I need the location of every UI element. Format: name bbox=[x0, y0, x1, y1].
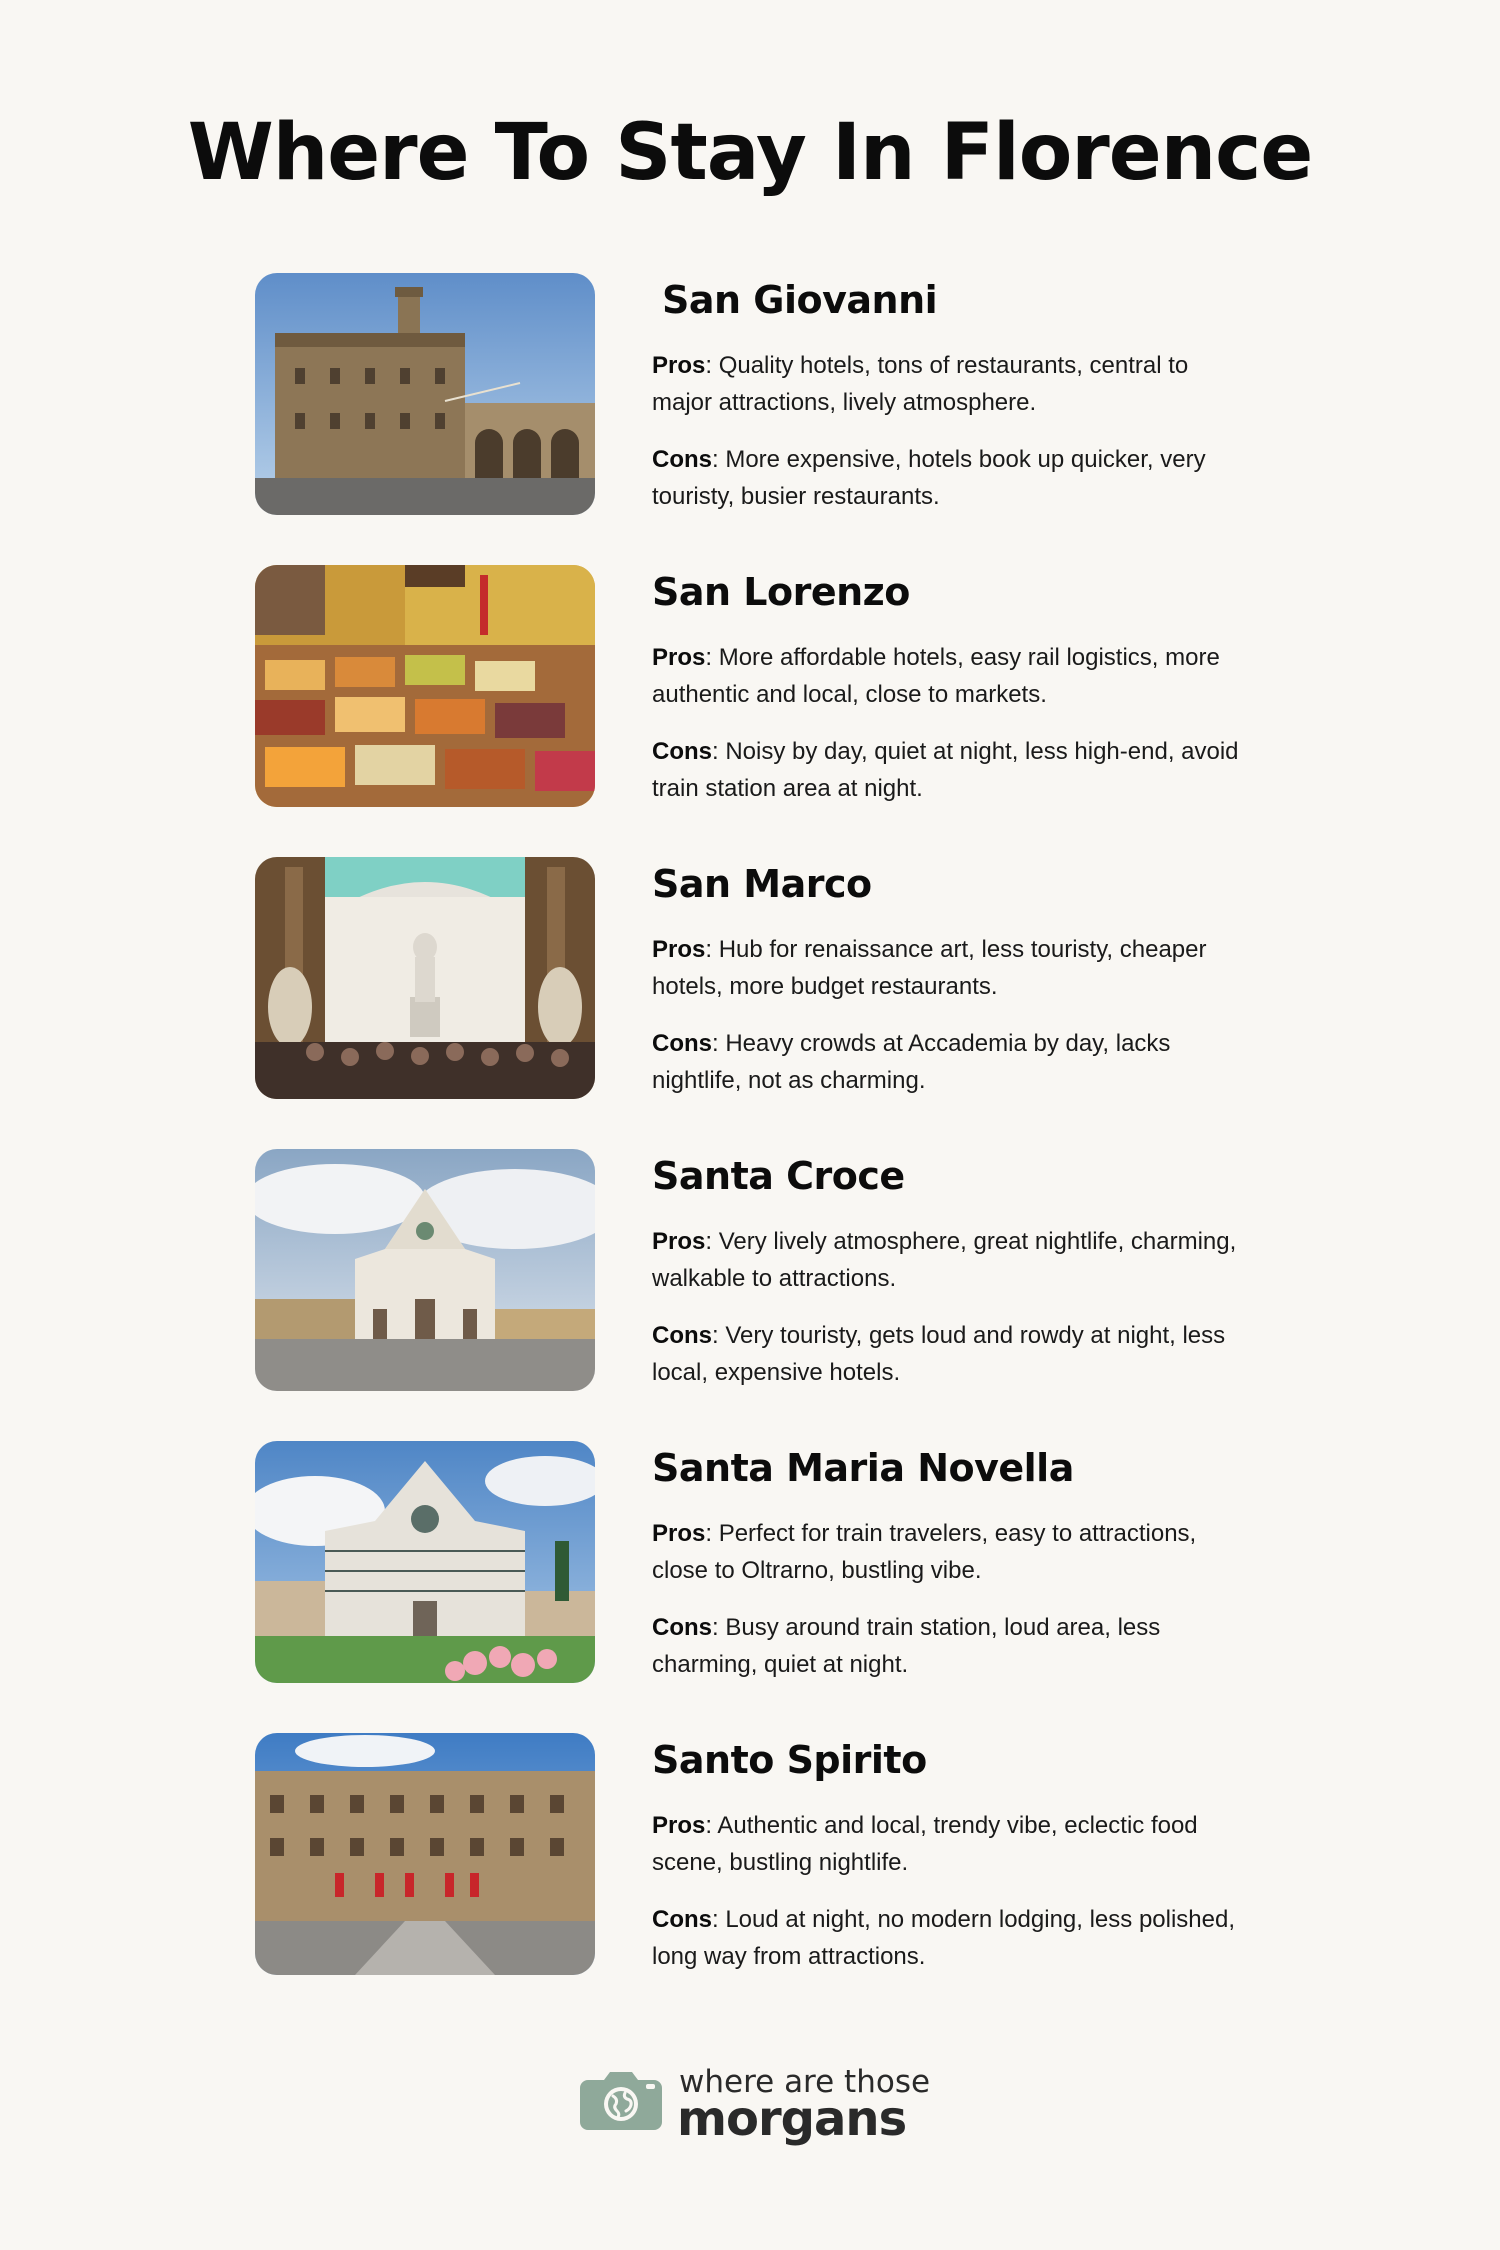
area-pros bbox=[652, 1807, 1252, 1881]
cons-text: : More expensive, hotels book up quicker, very touristy, busier restaurants. bbox=[652, 446, 1206, 510]
cons-label: Cons bbox=[652, 1906, 712, 1933]
pros-label: Pros bbox=[652, 1812, 706, 1839]
area-text-san-giovanni bbox=[652, 273, 1252, 515]
pros-text: : Perfect for train travelers, easy to attractions, close to Oltrarno, bustling vibe. bbox=[652, 1520, 1197, 1584]
page-title: Where To Stay In Florence bbox=[187, 108, 1313, 198]
area-name: San Marco bbox=[652, 862, 872, 906]
area-cons bbox=[652, 1025, 1252, 1099]
pros-label: Pros bbox=[652, 936, 706, 963]
camera-globe-icon bbox=[580, 2068, 662, 2130]
area-text-san-lorenzo bbox=[652, 565, 1252, 807]
area-photo-santo-spirito bbox=[255, 1733, 595, 1975]
pros-text: : Authentic and local, trendy vibe, eclectic food scene, bustling nightlife. bbox=[652, 1812, 1198, 1876]
cons-label: Cons bbox=[652, 1322, 712, 1349]
cons-label: Cons bbox=[652, 1614, 712, 1641]
area-name: Santo Spirito bbox=[652, 1738, 927, 1782]
area-pros bbox=[652, 639, 1252, 713]
area-list bbox=[255, 273, 1255, 2025]
area-cons bbox=[652, 1609, 1252, 1683]
area-cons bbox=[652, 441, 1252, 515]
area-photo-santa-maria-novella bbox=[255, 1441, 595, 1683]
cons-label: Cons bbox=[652, 1030, 712, 1057]
area-name: Santa Croce bbox=[652, 1154, 905, 1198]
area-text-santo-spirito bbox=[652, 1733, 1252, 1975]
area-pros bbox=[652, 1515, 1252, 1589]
logo-text-line2: morgans bbox=[677, 2091, 907, 2147]
logo-text-line1: where are those bbox=[679, 2064, 931, 2100]
footer-logo[interactable] bbox=[580, 2065, 940, 2145]
cons-label: Cons bbox=[652, 738, 712, 765]
area-card-san-giovanni bbox=[255, 273, 1255, 565]
area-text-santa-croce bbox=[652, 1149, 1252, 1391]
pros-label: Pros bbox=[652, 1228, 706, 1255]
area-pros bbox=[652, 1223, 1252, 1297]
area-cons bbox=[652, 733, 1252, 807]
pros-text: : Very lively atmosphere, great nightlife, charming, walkable to attractions. bbox=[652, 1228, 1237, 1292]
area-photo-santa-croce bbox=[255, 1149, 595, 1391]
area-name: Santa Maria Novella bbox=[652, 1446, 1074, 1490]
area-card-santa-maria-novella bbox=[255, 1441, 1255, 1733]
area-name: San Lorenzo bbox=[652, 570, 910, 614]
area-name: San Giovanni bbox=[662, 278, 938, 322]
area-photo-san-marco bbox=[255, 857, 595, 1099]
area-pros bbox=[652, 347, 1252, 421]
area-cons bbox=[652, 1901, 1252, 1975]
pros-text: : Hub for renaissance art, less touristy, cheaper hotels, more budget restaurants. bbox=[652, 936, 1207, 1000]
cons-text: : Heavy crowds at Accademia by day, lacks nightlife, not as charming. bbox=[652, 1030, 1171, 1094]
pros-label: Pros bbox=[652, 352, 706, 379]
pros-text: : Quality hotels, tons of restaurants, central to major attractions, lively atmosphere. bbox=[652, 352, 1189, 416]
cons-text: : Busy around train station, loud area, less charming, quiet at night. bbox=[652, 1614, 1161, 1678]
area-text-santa-maria-novella bbox=[652, 1441, 1252, 1683]
area-cons bbox=[652, 1317, 1252, 1391]
cons-text: : Loud at night, no modern lodging, less polished, long way from attractions. bbox=[652, 1906, 1236, 1970]
cons-text: : Noisy by day, quiet at night, less high-end, avoid train station area at night. bbox=[652, 738, 1239, 802]
area-text-san-marco bbox=[652, 857, 1252, 1099]
area-card-san-marco bbox=[255, 857, 1255, 1149]
pros-label: Pros bbox=[652, 644, 706, 671]
area-photo-san-giovanni bbox=[255, 273, 595, 515]
area-card-santo-spirito bbox=[255, 1733, 1255, 2025]
area-pros bbox=[652, 931, 1252, 1005]
pros-text: : More affordable hotels, easy rail logistics, more authentic and local, close to markets. bbox=[652, 644, 1220, 708]
area-photo-san-lorenzo bbox=[255, 565, 595, 807]
pros-label: Pros bbox=[652, 1520, 706, 1547]
cons-text: : Very touristy, gets loud and rowdy at night, less local, expensive hotels. bbox=[652, 1322, 1226, 1386]
area-card-san-lorenzo bbox=[255, 565, 1255, 857]
cons-label: Cons bbox=[652, 446, 712, 473]
area-card-santa-croce bbox=[255, 1149, 1255, 1441]
